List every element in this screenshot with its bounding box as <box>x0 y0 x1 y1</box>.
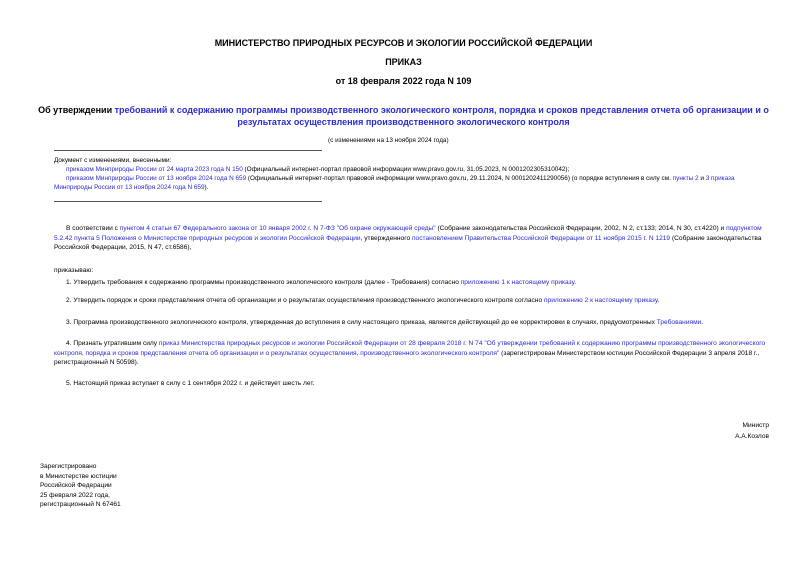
repealed-order-link[interactable]: приказ Министерства природных ресурсов и экологии Российской Федерации от 28 февраля 2018 г. N 74 "Об утверждении требований к содержанию программы производственного экологического контроля, порядка и сроков представления отчета об организации и о результатах осуществления, производственного экологического контроля" <box>54 340 766 357</box>
preamble: В соответствии с пунктом 4 статьи 67 Федерального закона от 10 января 2002 г. N 7-ФЗ "Об охране окружающей среды" (Собрание законодательства Российской Федерации, 2002, N 2, ст.133; 2014, N 30, ст.4220) и подпунктом 5.2.42 пункта 5 Положения о Министерстве природных ресурсов и экологии Российской Федерации, утвержденного постановлением Правительства Российской Федерации от 11 ноября 2015 г. N 1219 (Собрание законодательства Российской Федерации, 2015, N 47, ст.6586), <box>54 225 762 252</box>
bottom-divider <box>54 201 322 202</box>
change-link-3[interactable]: 3 приказа Минприроды России от 13 ноября 2024 года N 659 <box>54 175 735 191</box>
signature-name: А.А.Козлов <box>735 433 769 440</box>
date-number-heading: от 18 февраля 2022 года N 109 <box>335 76 472 86</box>
change-link-1[interactable]: приказом Минприроды России от 24 марта 2023 года N 150 <box>66 166 243 173</box>
paragraph-2: 2. Утвердить порядок и сроки представления отчета об организации и о результатах осуществления производственного экологического контроля согласно приложению 2 к настоящему приказу. <box>66 297 660 304</box>
registration-block: Зарегистрировано в Министерстве юстиции Российской Федерации 25 февраля 2022 года, регистрационный N 67461 <box>40 463 121 509</box>
top-divider <box>54 150 322 151</box>
paragraph-4: 4. Признать утратившим силу приказ Министерства природных ресурсов и экологии Российской Федерации от 28 февраля 2018 г. N 74 "Об утверждении требований к содержанию программы производственного экологического контроля, порядка и сроков представления отчета об организации и о результатах осуществления, производственного экологического контроля" (зарегистрирован Министерством юстиции Российской Федерации 3 апреля 2018 г., регистрационный N 50598). <box>54 340 766 367</box>
change-link-2[interactable]: приказом Минприроды России от 13 ноября 2024 года N 659 <box>66 175 247 182</box>
law-link[interactable]: пунктом 4 статьи 67 Федерального закона от 10 января 2002 г. N 7-ФЗ "Об охране окружающей среды" <box>119 225 436 232</box>
appendix-1-link[interactable]: приложению 1 к настоящему приказу <box>460 279 575 286</box>
paragraph-5: 5. Настоящий приказ вступает в силу с 1 сентября 2022 г. и действует шесть лет. <box>66 380 315 387</box>
changes-intro: Документ с изменениями, внесенными: <box>54 157 172 164</box>
change-link-points[interactable]: пункты 2 <box>672 175 699 182</box>
title-link[interactable]: требований к содержанию программы производственного экологического контроля, порядка и сроков представления отчета об организации и о результатах осуществления производственного экологического контроля <box>114 105 769 127</box>
change-item-2: приказом Минприроды России от 13 ноября 2024 года N 659 (Официальный интернет-портал правовой информации www.pravo.gov.ru, 29.11.2024, N 0001202411290056) (о порядке вступления в силу см. пункты 2 и 3 приказа Минприроды России от 13 ноября 2024 года N 659). <box>54 175 735 191</box>
appendix-2-link[interactable]: приложению 2 к настоящему приказу <box>543 297 658 304</box>
changes-block <box>54 156 770 192</box>
signature-position: Министр <box>742 422 769 429</box>
government-decree-link[interactable]: постановлением Правительства Российской Федерации от 11 ноября 2015 г. N 1219 <box>411 234 671 242</box>
ministry-heading: МИНИСТЕРСТВО ПРИРОДНЫХ РЕСУРСОВ И ЭКОЛОГИИ РОССИЙСКОЙ ФЕДЕРАЦИИ <box>214 38 593 48</box>
paragraph-1: 1. Утвердить требования к содержанию программы производственного экологического контроля (далее - Требования) согласно приложению 1 к настоящему приказу. <box>66 279 577 286</box>
order-word: приказываю: <box>54 267 94 274</box>
document-title <box>30 104 777 128</box>
requirements-link[interactable]: Требованиями <box>656 319 702 326</box>
regulation-link[interactable]: подпунктом 5.2.42 пункта 5 Положения о Министерстве природных ресурсов и экологии Российской Федерации <box>54 225 762 242</box>
title-prefix: Об утверждении <box>38 105 115 115</box>
changes-note: (с изменениями на 13 ноября 2024 года) <box>328 137 449 144</box>
paragraph-3: 3. Программа производственного экологического контроля, утвержденная до вступления в силу настоящего приказа, является действующей до ее корректировки в случаях, предусмотренных Требованиями. <box>66 319 704 326</box>
change-item-1: приказом Минприроды России от 24 марта 2023 года N 150 (Официальный интернет-портал правовой информации www.pravo.gov.ru, 31.05.2023, N 0001202305310042); <box>66 166 570 173</box>
doc-type-heading: ПРИКАЗ <box>385 57 422 67</box>
